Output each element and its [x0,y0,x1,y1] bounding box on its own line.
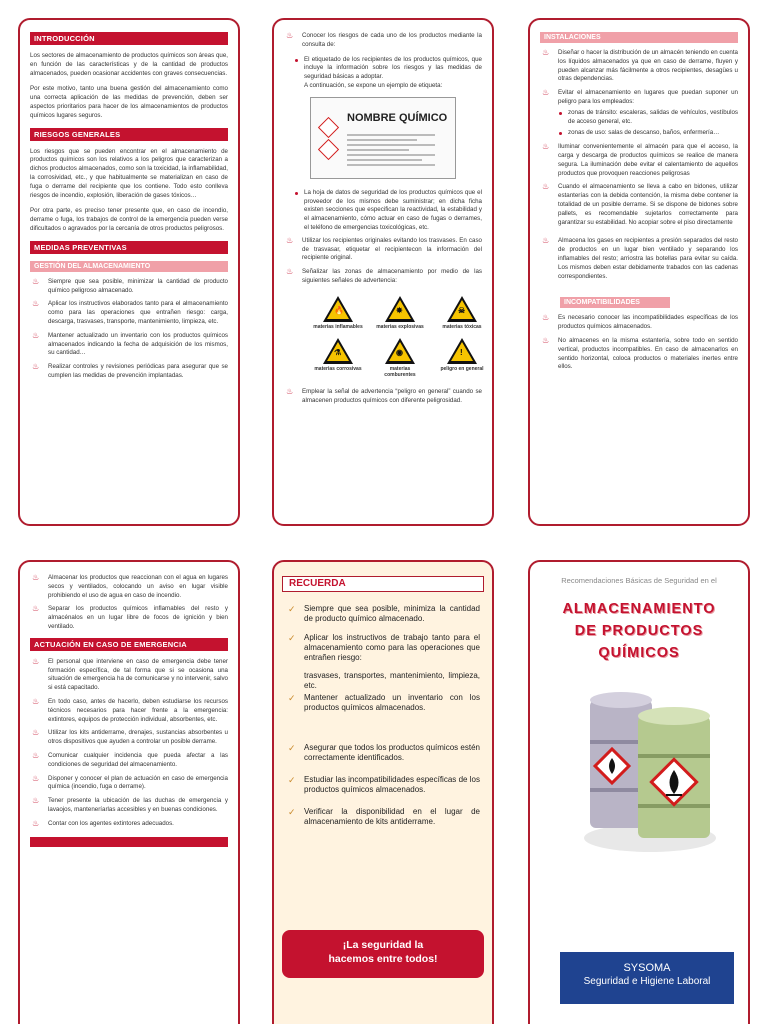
list-item: ♨ Cuando el almacenamiento se lleva a cabo en bidones, utilizar estanterías con la debida contención, la misma debe contener la totalidad de un posible derrame. Si se dispone de bidones sobre pallets, es recomendable sujetarlos correctamente para garantizar su estabilidad. No acopiar sobre el piso directamente [542,182,738,226]
hazard-bullet-icon: ♨ [286,386,294,396]
recuerda-list [286,604,480,827]
recipientes-list [284,237,482,286]
list-item: ♨ Mantener actualizado un inventario con los productos químicos almacenados indicando la fecha de adquisición de los mismos, su cantidad… [32,330,228,357]
recuerda-header: RECUERDA [282,576,484,592]
list-item: ♨ No almacenes en la misma estantería, sobre todo en sentido vertical, productos incompatibles. En caso de almacenarlos en sentido horizontal, coloca productos o materiales inertes entre ellos. [542,335,738,371]
panel-portada [528,560,750,1024]
list-item: ♨ Es necesario conocer las incompatibilidades específicas de los productos químicos almacenados. [542,313,738,331]
hazard-bullet-icon: ♨ [286,31,294,40]
incompatibilidades-list [540,314,738,372]
chemical-label-example [310,97,456,179]
cover-subtitle: Recomendaciones Básicas de Seguridad en el [561,576,717,585]
list-item: ♨ Conocer los riesgos de cada uno de los productos mediante la consulta de: [286,31,482,48]
flammable-sign-icon: 🔥 [323,296,353,322]
zonas-sublist [558,109,738,138]
slogan-banner: ¡La seguridad la hacemos entre todos! [282,930,484,978]
ficha-sublist [294,189,482,233]
list-item: trasvases, transportes, mantenimiento, limpieza, etc. [304,671,480,690]
hazard-bullet-icon: ♨ [32,362,40,372]
list-item: ♨ Señalizar las zonas de almacenamiento por medio de las siguientes señales de advertencia: [286,267,482,284]
flame-pictogram-icon [318,117,339,138]
section-header-emergencia: ACTUACIÓN EN CASO DE EMERGENCIA [30,638,228,651]
section-header-introduccion: INTRODUCCIÓN [30,32,228,45]
list-item: ♨ Almacena los gases en recipientes a presión separados del resto de productos en un lugar bien ventilado y separando los inflamables del resto; arriostra las botellas para evitar su caída. Los mismos deben estar debidamente trabados con las cadenas correspondientes. [542,236,738,280]
conocer-list [284,32,482,50]
risks-paragraph-2: Por otra parte, es preciso tener presente que, en caso de incendio, derrame o fuga, los trabajos de control de la emergencia pueden verse dificultados o agravados por la cercanía de otros productos peligrosos. [30,207,228,232]
barrels-illustration [582,670,718,860]
checkmark-icon: ✓ [288,604,296,614]
section-header-medidas: MEDIDAS PREVENTIVAS [30,241,228,254]
list-item: ✓ Estudiar las incompatibilidades específicas de los productos químicos almacenados. [288,775,480,794]
panel-instalaciones [528,18,750,526]
list-item: ♨ El personal que interviene en caso de emergencia debe tener formación específica, de tal forma que si se ocasiona una situación de emergencia ha de comunicarse y no intervenir, salvo si está capacitado. [32,656,228,692]
panel-emergencia [18,560,240,1024]
hazard-bullet-icon: ♨ [32,696,40,706]
hazard-bullet-icon: ♨ [32,276,40,286]
list-item: zonas de tránsito: escaleras, salidas de vehículos, vestíbulos de acceso general, etc. [558,109,738,127]
list-item: ♨ Diseñar o hacer la distribución de un almacén teniendo en cuenta los líquidos almacenados ya que en caso de derrame, fluyen y pueden alcanzar más fácilmente a otros recipientes, desagües u otras dependencias. [542,48,738,83]
list-item: ♨ Disponer y conocer el plan de actuación en caso de emergencia química (incendio, fuga o derrame). [32,773,228,791]
panel-recuerda [272,560,494,1024]
hazard-bullet-icon: ♨ [32,299,40,309]
list-item: ✓ Verificar la disponibilidad en el lugar de almacenamiento de kits antiderrame. [288,807,480,826]
checkmark-icon: ✓ [288,807,296,817]
list-item: zonas de uso: salas de descanso, baños, enfermería… [558,129,738,138]
hazard-bullet-icon: ♨ [542,88,550,98]
list-item: ♨ Separar los productos químicos inflamables del resto y almacénalos en un lugar libre de focos de ignición y bien ventilado. [32,604,228,630]
list-item: ♨ Tener presente la ubicación de las duchas de emergencia y lavaojos, manteneríarlas accesibles y en buenas condiciones. [32,796,228,813]
hazard-bullet-icon: ♨ [542,182,550,192]
brand-name: SYSOMA [623,962,671,974]
hazard-bullet-icon: ♨ [542,48,550,57]
section-header-instalaciones: INSTALACIONES [540,32,738,43]
hazard-bullet-icon: ♨ [286,267,294,277]
sign-peligro-general: ! peligro en general [436,338,488,378]
list-item: ♨ Contar con los agentes extintores adecuados. [32,818,174,828]
section-header-incompatibilidades: INCOMPATIBILIDADES [560,297,670,308]
explosive-sign-icon: ✸ [385,296,415,322]
list-item: ✓ Mantener actualizado un inventario con los productos químicos almacenados. [288,693,480,712]
list-item: La hoja de datos de seguridad de los productos químicos que el proveedor de los mismos debe suministrar; en dicha ficha existen secciones que especifican la reactividad, la estabilidad y el almacenamiento, cómo actuar en caso de fugas o derrames, el teléfono de emergencias toxicológicas, etc. [294,189,482,233]
hazard-bullet-icon: ♨ [32,656,40,666]
sign-corrosivas: ⚗ materias corrosivas [312,338,364,378]
hazard-bullet-icon: ♨ [32,604,40,614]
sign-inflamables: 🔥 materias inflamables [312,296,364,330]
intro-paragraph-2: Por este motivo, tanto una buena gestión del almacenamiento como una correcta aplicación de las medidas de prevención, deben ser aspectos prioritarios para hacer de los almacenamientos de productos químicos lugares seguros. [30,85,228,119]
hazard-bullet-icon: ♨ [32,750,40,760]
senal-list [284,388,482,406]
list-item: ♨ Siempre que sea posible, minimizar la cantidad de producto químico peligroso almacenado. [32,276,228,294]
label-chemical-name: NOMBRE QUÍMICO [347,111,448,124]
list-item: ♨ Realizar controles y revisiones periódicas para asegurar que se cumplen las medidas de prevención implantadas. [32,362,228,379]
oxidizer-sign-icon: ◉ [385,338,415,364]
hazard-bullet-icon: ♨ [286,235,294,245]
hazard-bullet-icon: ♨ [32,573,40,582]
checkmark-icon: ✓ [288,775,296,785]
toxic-sign-icon: ☠ [447,296,477,322]
sign-toxicas: ☠ materias tóxicas [436,296,488,330]
list-item: ✓ Asegurar que todos los productos químicos estén correctamente identificados. [288,743,480,762]
list-item: ♨ Emplear la señal de advertencia “peligro en general” cuando se almacenen productos químicos con diferente peligrosidad. [286,386,482,404]
list-item: ♨ Evitar el almacenamiento en lugares que puedan suponer un peligro para los empleados: zonas de tránsito: escaleras, salidas de vehículos, vestíbulos de acceso general, etc. zonas de uso: salas de descanso, baños, enfermería… [542,88,738,137]
list-item: ♨ Aplicar los instructivos elaborados tanto para el almacenamiento como para las operaciones que entrañen riesgo: carga, descarga, trasvases, transporte, mantenimiento, limpieza, etc. [32,299,228,325]
warning-signs-grid [312,296,482,378]
hazard-bullet-icon: ♨ [542,236,550,246]
list-item: ♨ Utilizar los recipientes originales evitando los trasvases. En caso de trasvasar, etiquetar el recipientecon la información del recipiente original. [286,235,482,262]
general-danger-sign-icon: ! [447,338,477,364]
list-item: ♨ Almacenar los productos que reaccionan con el agua en lugares secos y ventilados, colocando un aviso en lugar visible prohibiendo el uso de agua en caso de incendio. [32,573,228,599]
subheader-gestion: GESTIÓN DEL ALMACENAMIENTO [30,261,228,272]
section-footer-bar [30,837,228,847]
emergencia-list [30,658,228,829]
checkmark-icon: ✓ [288,743,296,753]
hazard-bullet-icon: ♨ [32,773,40,783]
checkmark-icon: ✓ [288,693,296,703]
list-item: El etiquetado de los recipientes de los productos químicos, que incluye la información sobre los riesgos y las medidas de seguridad básicas a adoptar. A continuación, se expone un ejemplo de etiqueta: [294,56,482,91]
almacenar-list [30,574,228,632]
chemical-barrels-icon [582,670,718,860]
instalaciones-list [540,49,738,281]
list-item: ♨ Comunicar cualquier incidencia que pueda afectar a las condiciones de seguridad del almacenamiento. [32,750,228,768]
intro-paragraph-1: Los sectores de almacenamiento de productos químicos son áreas que, en función de las características y de la cantidad de productos almacenados, pueden ocasionar accidentes con graves consecuencias. [30,52,228,77]
hazard-bullet-icon: ♨ [542,313,550,323]
list-item: ♨ En todo caso, antes de hacerlo, deben estudiarse los recursos técnicos necesarios para hacer frente a la emergencia: extintores, equipos de protección individual, absorbentes, etc. [32,696,228,723]
risks-paragraph-1: Los riesgos que se pueden encontrar en el almacenamiento de productos químicos son los relativos a los peligros que caracterizan a dichos productos almacenados, como son la toxicidad, la inflamabilidad, la corrosividad, etc., y que habitualmente se materializan en caso de fuga o derrame del recipiente que los contiene. Todo esto conlleva riesgos de incendio, explosión, liberación de gases tóxicos… [30,147,228,199]
cover-title: ALMACENAMIENTO DE PRODUCTOS QUÍMICOS [562,601,716,661]
checkmark-icon: ✓ [288,633,296,643]
panel-introduccion [18,18,240,526]
list-item: ✓ Aplicar los instructivos de trabajo tanto para el almacenamiento como para las operaciones que entrañen riesgo: [288,633,480,662]
panel-riesgos-productos [272,18,494,526]
gestion-list [30,278,228,381]
hazard-bullet-icon: ♨ [542,335,550,345]
label-text-lines [347,134,435,169]
list-item: ✓ Siempre que sea posible, minimiza la cantidad de producto químico almacenado. [288,604,480,623]
sign-explosivas: ✸ materias explosivas [374,296,426,330]
section-header-riesgos: RIESGOS GENERALES [30,128,228,141]
sign-comburentes: ◉ materias comburentes [374,338,426,378]
hazard-bullet-icon: ♨ [32,818,40,828]
corrosive-sign-icon: ⚗ [323,338,353,364]
hazard-bullet-icon: ♨ [32,728,40,738]
corrosive-pictogram-icon [318,139,339,160]
hazard-bullet-icon: ♨ [32,796,40,806]
hazard-bullet-icon: ♨ [542,142,550,152]
brand-tagline: Seguridad e Higiene Laboral [583,976,711,987]
list-item: ♨ Utilizar los kits antiderrame, drenajes, sustancias absorbentes u otros dispositivos que ayuden a controlar un posible derrame. [32,728,228,746]
list-item: ♨ Iluminar convenientemente el almacén para que el acceso, la carga y descarga de productos químicos se realice de manera segura. La iluminación debe evitar el calentamiento de aquellos productos que provoquen reacciones peligrosas [542,142,738,177]
hazard-bullet-icon: ♨ [32,330,40,340]
conocer-sublist [294,56,482,91]
sysoma-brand-block [560,952,734,1004]
